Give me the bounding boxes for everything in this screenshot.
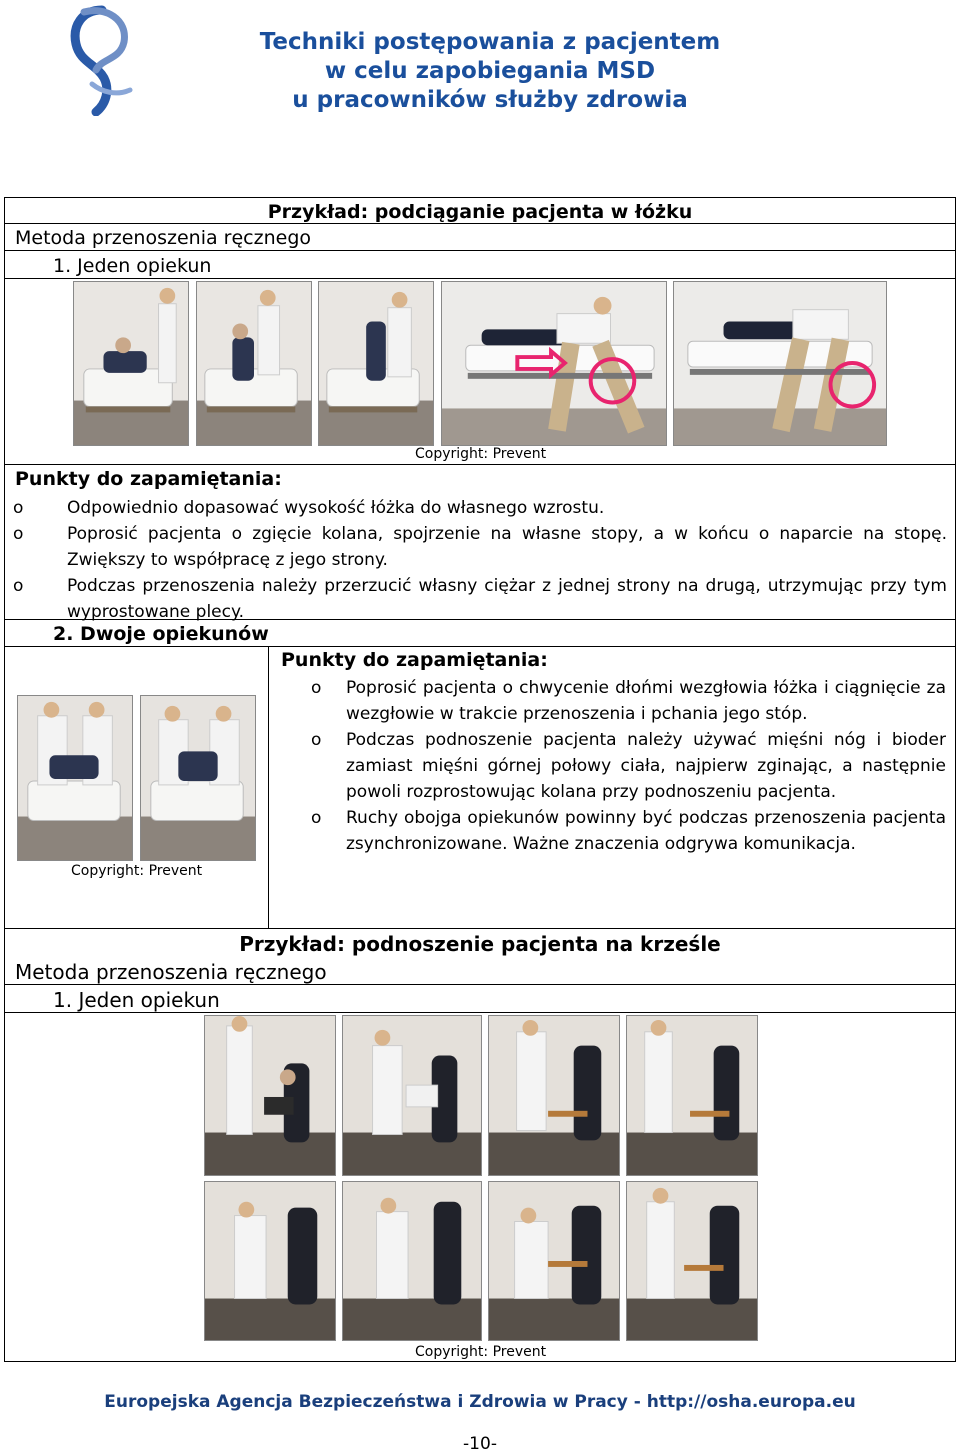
points-list-item: o Ruchy obojga opiekunów powinny być podczas przenoszenia pacjenta zsynchronizowane. Ważne znaczenia odgrywa komunikacja. [269, 805, 946, 857]
points-list-item: o Poprosić pacjenta o chwycenie dłońmi wezgłowia łóżka i ciągnięcie za wezgłowie w trakcie przenoszenia i pchania jego stóp. [269, 675, 946, 727]
two-caregivers-photo-1 [17, 695, 133, 861]
bullet-marker: o [13, 524, 24, 544]
bed-photo-3 [318, 281, 434, 446]
two-caregivers-row [5, 620, 955, 647]
bullet-marker: o [13, 498, 24, 518]
points-list-item: o Podczas podnoszenie pacjenta należy używać mięśni nóg i bioder zamiast mięśni górnej połowy ciała, najpierw zginając, a następnie powoli rozprostowując kolana przy podnoszeniu pacjenta. [269, 727, 946, 805]
points-list-item: o Poprosić pacjenta o zgięcie kolana, spojrzenie na własne stopy, a w końcu o naparcie na stopę. Zwiększy to współpracę z jego strony. [5, 521, 947, 573]
copyright-bed-photos: Copyright: Prevent [415, 446, 547, 462]
two-caregivers-photo-2 [140, 695, 256, 861]
bullet-marker: o [311, 678, 322, 698]
points-list-item: o Odpowiednio dopasować wysokość łóżka do własnego wzrostu. [5, 495, 947, 521]
footer-agency: Europejska Agencja Bezpieczeństwa i Zdrowia w Pracy - http://osha.europa.eu [104, 1392, 856, 1412]
chair-photo-6 [342, 1181, 482, 1341]
one-caregiver-label-chair: 1. Jeden opiekun [53, 988, 220, 1012]
two-points-heading: Punkty do zapamiętania: [281, 649, 548, 671]
bullet-marker: o [13, 576, 24, 596]
one-caregiver-row [5, 251, 955, 279]
chair-photo-7 [488, 1181, 620, 1341]
bed-photos-row [5, 279, 955, 465]
bed-photo-2 [196, 281, 312, 446]
example-title-bed: Przykład: podciąganie pacjenta w łóżku [267, 201, 693, 223]
header-title-line-1: Techniki postępowania z pacjentem [259, 29, 721, 55]
points-list [5, 495, 947, 625]
method-row [5, 224, 955, 251]
method-label: Metoda przenoszenia ręcznego [15, 227, 312, 249]
example-title-chair: Przykład: podnoszenie pacjenta na krześle [239, 932, 721, 956]
two-caregivers-label: 2. Dwoje opiekunów [53, 623, 269, 645]
page-number: -10- [463, 1434, 497, 1454]
method-label-chair: Metoda przenoszenia ręcznego [15, 960, 327, 984]
chair-photo-4 [626, 1015, 758, 1176]
chair-photo-3 [488, 1015, 620, 1176]
example-title-row [5, 198, 955, 224]
bullet-marker: o [311, 808, 322, 828]
section-bed-table [4, 197, 956, 929]
chair-photo-2 [342, 1015, 482, 1176]
bed-points-row [5, 465, 955, 620]
bed-photo-4-side-view [441, 281, 667, 446]
two-points-list [269, 675, 946, 857]
bed-photo-5-side-view [673, 281, 887, 446]
example-title-row [5, 929, 955, 958]
header-title-line-2: w celu zapobiegania MSD [324, 58, 656, 84]
chair-photo-8 [626, 1181, 758, 1341]
header-title-line-3: u pracowników służby zdrowia [292, 87, 688, 113]
eu-osha-logo [62, 4, 140, 116]
one-caregiver-row [5, 985, 955, 1013]
chair-photo-1 [204, 1015, 336, 1176]
bed-photo-1 [73, 281, 189, 446]
copyright-chair-photos: Copyright: Prevent [415, 1344, 547, 1360]
method-row [5, 958, 955, 985]
copyright-two-caregivers: Copyright: Prevent [71, 863, 203, 879]
chair-photo-5 [204, 1181, 336, 1341]
document-header-title [140, 28, 840, 115]
section-chair-table [4, 929, 956, 1362]
bullet-marker: o [311, 730, 322, 750]
points-heading: Punkty do zapamiętania: [15, 468, 282, 490]
points-list-item: o Podczas przenoszenia należy przerzucić własny ciężar z jednej strony na drugą, utrzymując przy tym wyprostowane plecy. [5, 573, 947, 625]
two-caregivers-content [5, 647, 955, 928]
one-caregiver-label: 1. Jeden opiekun [53, 255, 212, 277]
